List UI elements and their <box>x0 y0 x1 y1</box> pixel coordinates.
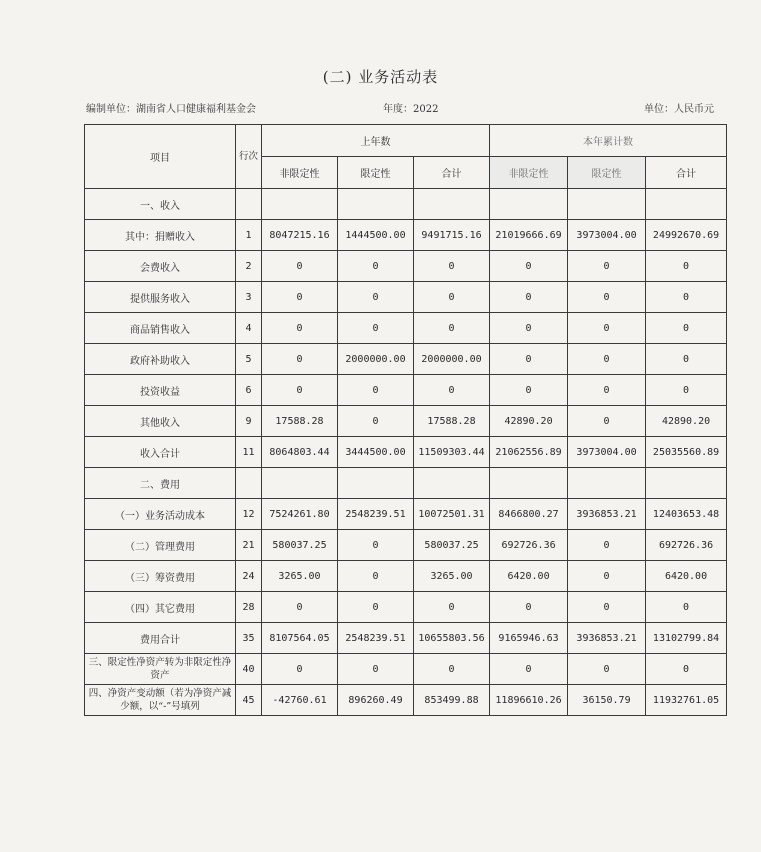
cell-prev-restricted: 3444500.00 <box>338 437 414 468</box>
cell-curr-unrestricted: 0 <box>490 344 568 375</box>
header-curr-total: 合计 <box>646 157 727 189</box>
cell-prev-restricted: 896260.49 <box>338 685 414 716</box>
cell-prev-unrestricted: 0 <box>262 251 338 282</box>
cell-curr-total: 0 <box>646 654 727 685</box>
row-line-number: 40 <box>236 654 262 685</box>
cell-curr-restricted: 0 <box>568 654 646 685</box>
cell-curr-unrestricted: 0 <box>490 313 568 344</box>
cell-curr-total <box>646 468 727 499</box>
cell-prev-restricted: 0 <box>338 530 414 561</box>
table-row <box>85 406 727 437</box>
cell-prev-total: 9491715.16 <box>414 220 490 251</box>
row-label: 提供服务收入 <box>85 282 236 313</box>
cell-prev-unrestricted: 8064803.44 <box>262 437 338 468</box>
header-prev-total: 合计 <box>414 157 490 189</box>
row-label: 三、限定性净资产转为非限定性净资产 <box>85 654 236 685</box>
cell-curr-restricted: 0 <box>568 282 646 313</box>
cell-curr-total: 692726.36 <box>646 530 727 561</box>
table-row <box>85 499 727 530</box>
cell-curr-restricted: 0 <box>568 251 646 282</box>
table-row <box>85 468 727 499</box>
cell-curr-unrestricted: 692726.36 <box>490 530 568 561</box>
cell-curr-total: 0 <box>646 313 727 344</box>
table-row <box>85 189 727 220</box>
header-prev-unrestricted: 非限定性 <box>262 157 338 189</box>
row-label: （四）其它费用 <box>85 592 236 623</box>
page-title: (二) 业务活动表 <box>322 68 439 86</box>
cell-prev-restricted: 0 <box>338 251 414 282</box>
cell-curr-unrestricted: 0 <box>490 592 568 623</box>
cell-prev-total: 0 <box>414 375 490 406</box>
cell-curr-restricted: 3973004.00 <box>568 437 646 468</box>
cell-prev-total: 0 <box>414 251 490 282</box>
activity-table <box>84 124 727 716</box>
row-line-number: 12 <box>236 499 262 530</box>
cell-prev-unrestricted: 0 <box>262 313 338 344</box>
cell-curr-restricted <box>568 189 646 220</box>
cell-curr-unrestricted: 0 <box>490 282 568 313</box>
table-row <box>85 344 727 375</box>
cell-prev-total: 0 <box>414 654 490 685</box>
header-curr-restricted: 限定性 <box>568 157 646 189</box>
table-row <box>85 251 727 282</box>
row-line-number: 11 <box>236 437 262 468</box>
cell-prev-restricted: 2548239.51 <box>338 623 414 654</box>
cell-prev-total: 10655803.56 <box>414 623 490 654</box>
row-line-number: 35 <box>236 623 262 654</box>
cell-curr-total: 11932761.05 <box>646 685 727 716</box>
cell-curr-unrestricted: 42890.20 <box>490 406 568 437</box>
cell-curr-unrestricted <box>490 468 568 499</box>
row-label: 其他收入 <box>85 406 236 437</box>
cell-prev-restricted: 1444500.00 <box>338 220 414 251</box>
cell-curr-unrestricted: 6420.00 <box>490 561 568 592</box>
row-line-number: 1 <box>236 220 262 251</box>
cell-curr-total: 0 <box>646 592 727 623</box>
cell-prev-unrestricted: 0 <box>262 375 338 406</box>
header-curr-year: 本年累计数 <box>490 125 727 157</box>
row-label: 收入合计 <box>85 437 236 468</box>
cell-curr-unrestricted: 21062556.89 <box>490 437 568 468</box>
cell-curr-total: 25035560.89 <box>646 437 727 468</box>
table-body <box>85 125 727 716</box>
cell-prev-unrestricted <box>262 189 338 220</box>
header-item: 项目 <box>85 125 236 189</box>
row-line-number: 24 <box>236 561 262 592</box>
table-row <box>85 685 727 716</box>
cell-curr-restricted: 0 <box>568 344 646 375</box>
cell-prev-restricted: 0 <box>338 561 414 592</box>
cell-prev-total: 0 <box>414 592 490 623</box>
cell-prev-total: 853499.88 <box>414 685 490 716</box>
cell-prev-unrestricted: 7524261.80 <box>262 499 338 530</box>
cell-prev-restricted: 0 <box>338 406 414 437</box>
cell-curr-restricted: 0 <box>568 592 646 623</box>
header-line: 行次 <box>236 125 262 189</box>
cell-curr-total: 0 <box>646 251 727 282</box>
row-label: 其中：捐赠收入 <box>85 220 236 251</box>
cell-prev-unrestricted: 17588.28 <box>262 406 338 437</box>
cell-curr-total: 0 <box>646 344 727 375</box>
cell-curr-restricted: 3936853.21 <box>568 623 646 654</box>
org-label: 编制单位：湖南省人口健康福利基金会 <box>86 104 256 115</box>
unit-label: 单位：人民币元 <box>644 104 714 115</box>
row-label: 投资收益 <box>85 375 236 406</box>
cell-prev-restricted: 0 <box>338 592 414 623</box>
cell-prev-restricted: 2000000.00 <box>338 344 414 375</box>
row-label: （一）业务活动成本 <box>85 499 236 530</box>
cell-prev-total: 3265.00 <box>414 561 490 592</box>
cell-curr-total: 12403653.48 <box>646 499 727 530</box>
row-line-number: 3 <box>236 282 262 313</box>
cell-prev-unrestricted: 0 <box>262 592 338 623</box>
cell-curr-restricted: 0 <box>568 530 646 561</box>
cell-prev-restricted <box>338 468 414 499</box>
cell-prev-unrestricted: 8047215.16 <box>262 220 338 251</box>
cell-prev-unrestricted: 8107564.05 <box>262 623 338 654</box>
cell-curr-unrestricted: 0 <box>490 375 568 406</box>
year-label: 年度：2022 <box>383 104 439 115</box>
cell-curr-total: 42890.20 <box>646 406 727 437</box>
cell-prev-restricted <box>338 189 414 220</box>
cell-prev-unrestricted: 0 <box>262 654 338 685</box>
table-row <box>85 654 727 685</box>
row-line-number: 28 <box>236 592 262 623</box>
cell-prev-unrestricted <box>262 468 338 499</box>
table-row <box>85 623 727 654</box>
row-label: 二、费用 <box>85 468 236 499</box>
row-line-number: 5 <box>236 344 262 375</box>
table-row <box>85 561 727 592</box>
row-line-number <box>236 189 262 220</box>
cell-curr-restricted: 0 <box>568 375 646 406</box>
cell-curr-restricted: 3973004.00 <box>568 220 646 251</box>
cell-curr-restricted <box>568 468 646 499</box>
row-line-number: 21 <box>236 530 262 561</box>
cell-prev-restricted: 0 <box>338 375 414 406</box>
table-row <box>85 592 727 623</box>
cell-curr-total <box>646 189 727 220</box>
cell-curr-unrestricted: 0 <box>490 251 568 282</box>
cell-curr-total: 13102799.84 <box>646 623 727 654</box>
cell-prev-unrestricted: 0 <box>262 282 338 313</box>
cell-prev-unrestricted: -42760.61 <box>262 685 338 716</box>
table-row <box>85 313 727 344</box>
row-label: 会费收入 <box>85 251 236 282</box>
cell-prev-total: 11509303.44 <box>414 437 490 468</box>
cell-curr-restricted: 36150.79 <box>568 685 646 716</box>
row-line-number: 6 <box>236 375 262 406</box>
row-label: 四、净资产变动额（若为净资产减少额，以“-”号填列 <box>85 685 236 716</box>
cell-prev-total: 17588.28 <box>414 406 490 437</box>
cell-curr-restricted: 0 <box>568 561 646 592</box>
cell-prev-total: 0 <box>414 313 490 344</box>
cell-prev-total: 0 <box>414 282 490 313</box>
cell-prev-total: 10072501.31 <box>414 499 490 530</box>
cell-curr-unrestricted: 21019666.69 <box>490 220 568 251</box>
cell-prev-restricted: 0 <box>338 282 414 313</box>
cell-curr-total: 0 <box>646 282 727 313</box>
header-row-1 <box>85 125 727 157</box>
cell-prev-total: 2000000.00 <box>414 344 490 375</box>
row-line-number: 2 <box>236 251 262 282</box>
cell-prev-restricted: 2548239.51 <box>338 499 414 530</box>
table-row <box>85 437 727 468</box>
cell-prev-unrestricted: 3265.00 <box>262 561 338 592</box>
row-label: （二）管理费用 <box>85 530 236 561</box>
table-row <box>85 530 727 561</box>
cell-prev-total <box>414 189 490 220</box>
cell-curr-unrestricted: 8466800.27 <box>490 499 568 530</box>
cell-prev-total <box>414 468 490 499</box>
row-line-number <box>236 468 262 499</box>
cell-curr-total: 6420.00 <box>646 561 727 592</box>
cell-curr-restricted: 3936853.21 <box>568 499 646 530</box>
row-label: 一、收入 <box>85 189 236 220</box>
table-row <box>85 375 727 406</box>
header-curr-unrestricted: 非限定性 <box>490 157 568 189</box>
row-label: 费用合计 <box>85 623 236 654</box>
table-row <box>85 220 727 251</box>
cell-curr-total: 24992670.69 <box>646 220 727 251</box>
cell-curr-restricted: 0 <box>568 406 646 437</box>
row-line-number: 45 <box>236 685 262 716</box>
row-label: （三）筹资费用 <box>85 561 236 592</box>
cell-curr-restricted: 0 <box>568 313 646 344</box>
cell-curr-unrestricted: 0 <box>490 654 568 685</box>
cell-curr-unrestricted: 9165946.63 <box>490 623 568 654</box>
cell-prev-restricted: 0 <box>338 654 414 685</box>
table-row <box>85 282 727 313</box>
header-prev-restricted: 限定性 <box>338 157 414 189</box>
cell-prev-unrestricted: 0 <box>262 344 338 375</box>
row-label: 商品销售收入 <box>85 313 236 344</box>
cell-curr-unrestricted <box>490 189 568 220</box>
cell-prev-total: 580037.25 <box>414 530 490 561</box>
row-label: 政府补助收入 <box>85 344 236 375</box>
row-line-number: 4 <box>236 313 262 344</box>
row-line-number: 9 <box>236 406 262 437</box>
cell-curr-unrestricted: 11896610.26 <box>490 685 568 716</box>
cell-prev-unrestricted: 580037.25 <box>262 530 338 561</box>
cell-curr-total: 0 <box>646 375 727 406</box>
cell-prev-restricted: 0 <box>338 313 414 344</box>
header-prev-year: 上年数 <box>262 125 490 157</box>
